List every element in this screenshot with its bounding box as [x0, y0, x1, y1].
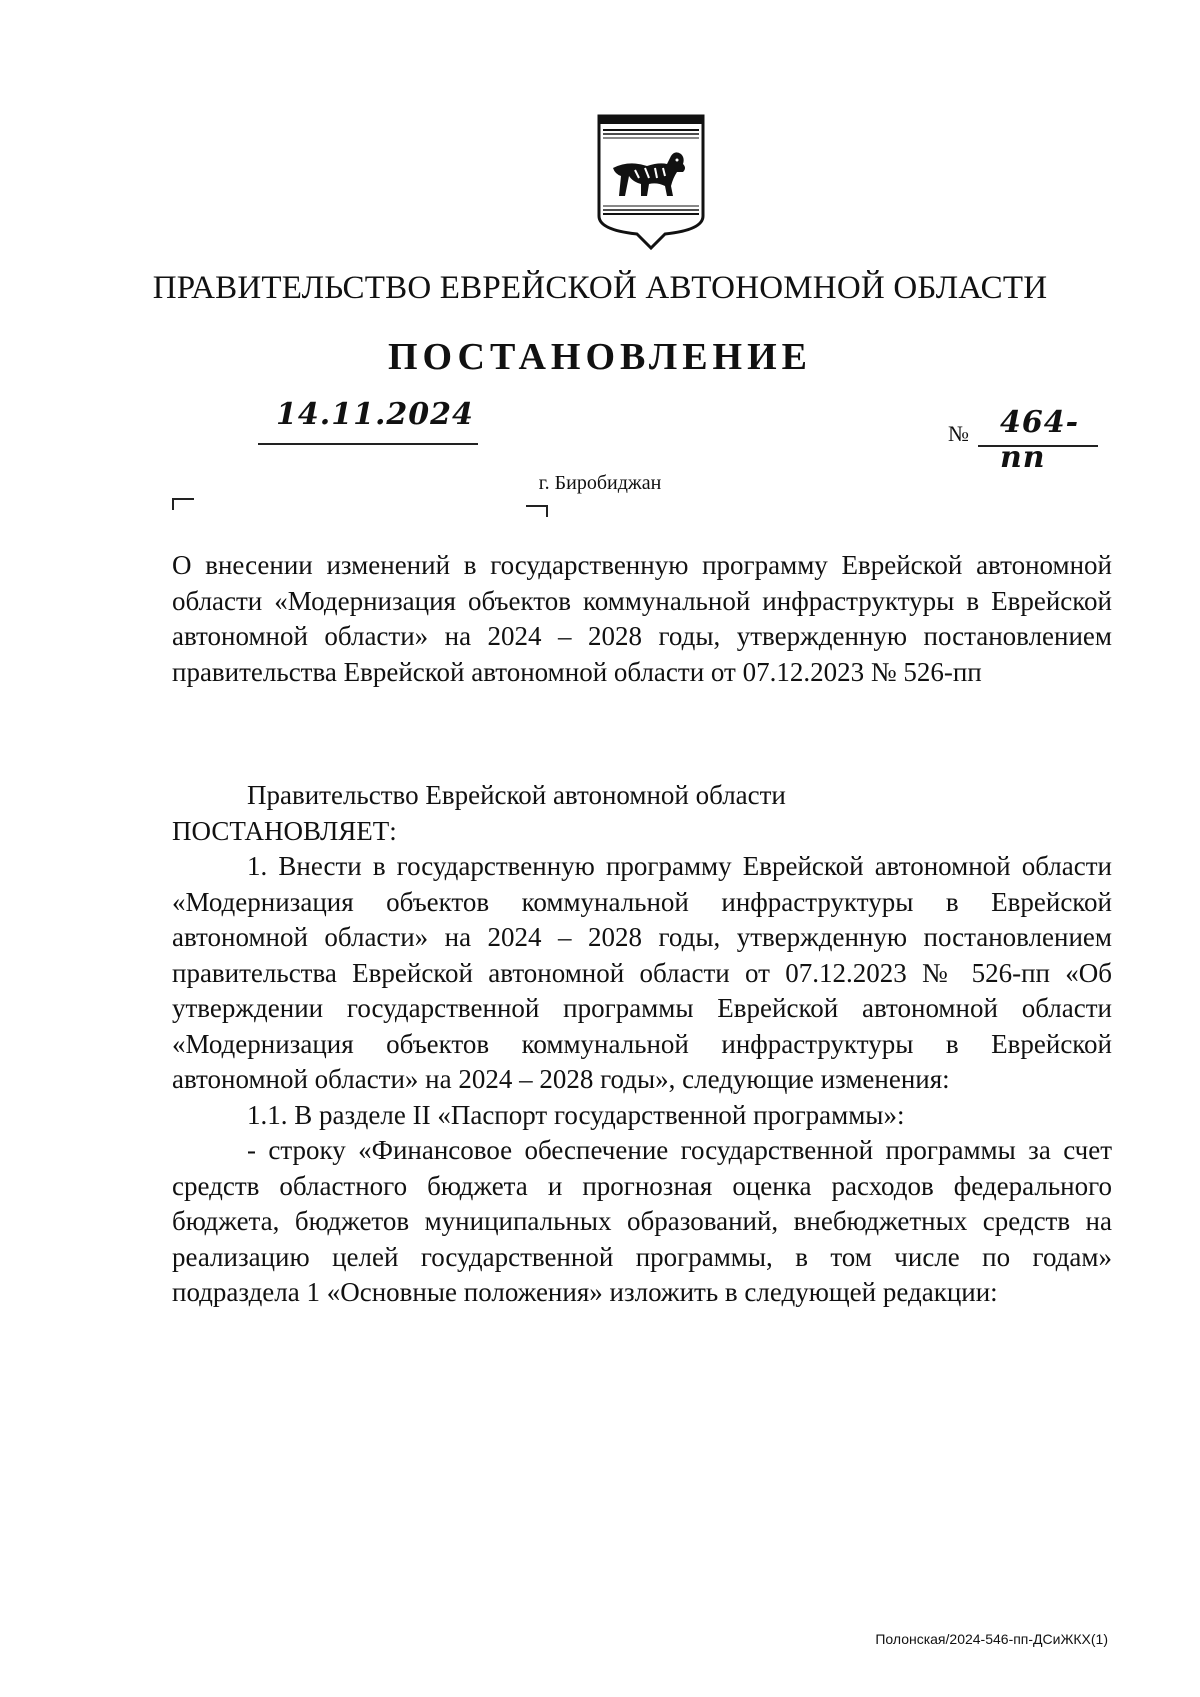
date-field — [258, 395, 478, 445]
corner-mark-left — [172, 498, 194, 510]
body-paragraph: Правительство Еврейской автономной области — [247, 780, 786, 810]
number-sign: № — [948, 421, 969, 446]
body-paragraph: 1. Внести в государственную программу Еврейской автономной области «Модернизация объектов коммунальной инфраструктуры в Еврейской автономной области» на 2024 – 2028 годы, утвержденную постановлением правительства Еврейской автономной области от 07.12.2023 № 526-пп «Об утверждении государственной программы Еврейской автономной области «Модернизация объектов коммунальной инфраструктуры в Еврейской автономной области» на 2024 – 2028 годы», следующие изменения: — [172, 851, 1112, 1094]
handwritten-number: 464-пп — [1000, 405, 1080, 475]
body-paragraph: - строку «Финансовое обеспечение государственной программы за счет средств областного бюджета и прогнозная оценка расходов федерального бюджета, бюджетов муниципальных образований, внебюджетных средств на реализацию целей государственной программы, в том числе по годам» подраздела 1 «Основные положения» изложить в следующей редакции: — [172, 1135, 1112, 1307]
body-paragraph: 1.1. В разделе II «Паспорт государственной программы»: — [247, 1099, 905, 1130]
corner-mark-right — [526, 505, 548, 517]
government-title: ПРАВИТЕЛЬСТВО ЕВРЕЙСКОЙ АВТОНОМНОЙ ОБЛАСТИ — [152, 270, 1048, 306]
document-type: ПОСТАНОВЛЕНИЕ — [387, 336, 813, 378]
number-field — [948, 405, 1098, 475]
document-body — [172, 778, 1112, 1311]
document-subject: О внесении изменений в государственную программу Еврейской автономной области «Модернизация объектов коммунальной инфраструктуры в Еврейской автономной области» на 2024 – 2028 годы, утвержденную постановлением правительства Еврейской автономной области от 07.12.2023 № 526-пп — [172, 550, 1112, 687]
coat-of-arms-emblem — [595, 112, 707, 252]
city-name: г. Биробиджан — [538, 472, 662, 494]
footer-reference: Полонская/2024-546-пп-ДСиЖКХ(1) — [875, 1631, 1108, 1647]
handwritten-date: 14.11.2024 — [276, 397, 474, 432]
body-paragraph: ПОСТАНОВЛЯЕТ: — [172, 815, 397, 846]
